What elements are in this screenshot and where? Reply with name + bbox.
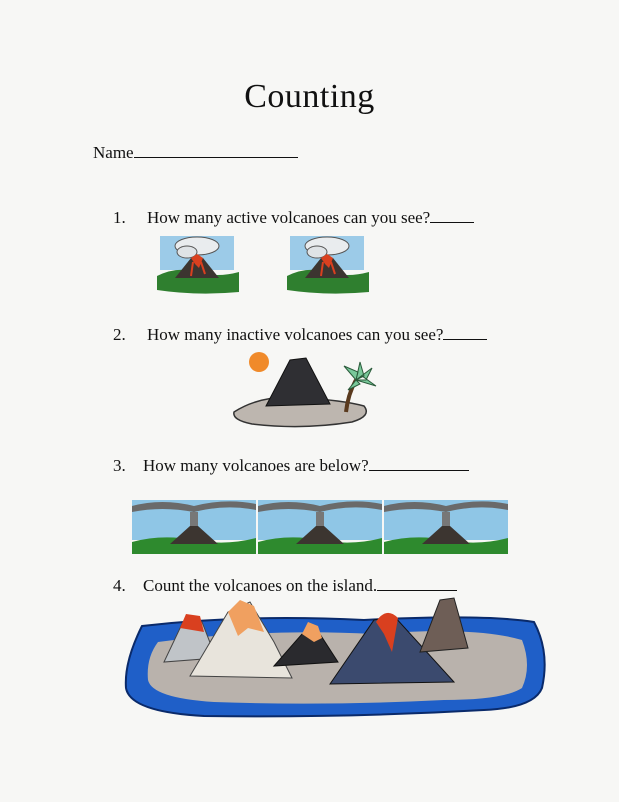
question-1 [113,208,474,228]
question-text: How many active volcanoes can you see? [147,208,431,227]
name-label: Name [93,143,134,162]
answer-field[interactable] [377,578,457,591]
active-volcano-picture [157,232,239,294]
volcano-picture [258,498,382,554]
question-text: Count the volcanoes on the island. [143,576,378,595]
answer-field[interactable] [369,458,469,471]
answer-field[interactable] [430,210,474,223]
volcano-picture [384,498,508,554]
question-text: How many volcanoes are below? [143,456,369,475]
question-number: 3. [113,456,126,475]
volcano-island-picture [124,592,550,722]
page-title: Counting [244,78,375,115]
question-number: 4. [113,576,126,595]
question-3 [113,456,469,476]
active-volcano-picture [287,232,369,294]
question-number: 2. [113,325,126,344]
question-2 [113,325,487,345]
volcano-picture [132,498,256,554]
inactive-volcano-picture [232,350,382,432]
name-field[interactable] [134,143,298,158]
question-text: How many inactive volcanoes can you see? [147,325,444,344]
answer-field[interactable] [443,327,487,340]
name-row [93,143,298,163]
question-number: 1. [113,208,126,227]
